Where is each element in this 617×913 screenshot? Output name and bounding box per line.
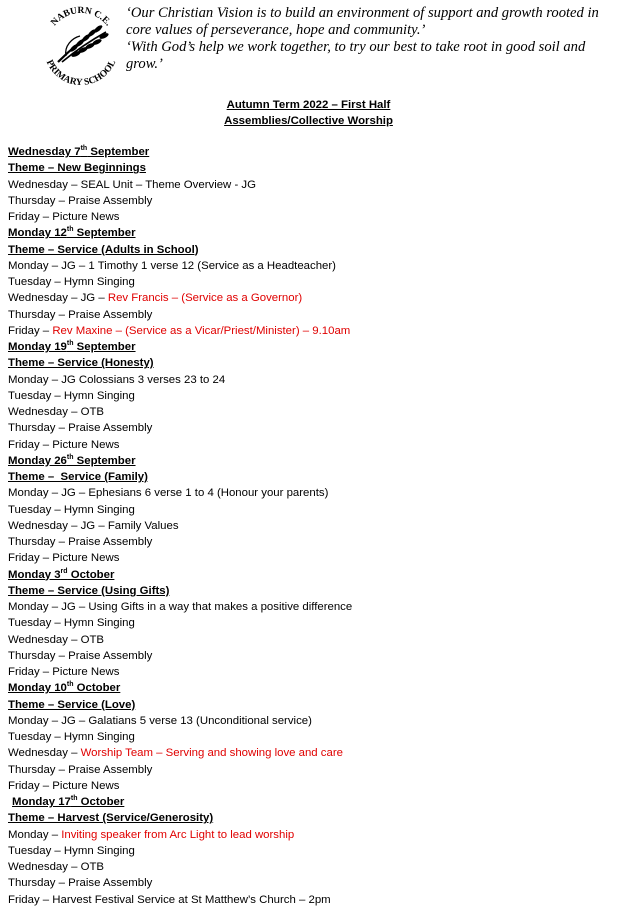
week-date-text: Monday 26 [8,454,67,467]
schedule-item [8,550,613,566]
week-date-month: September [73,341,136,353]
week-theme-heading: Theme – Service (Love) [8,698,136,711]
week-date-ordinal: th [66,453,74,461]
schedule-item [8,274,613,290]
schedule-item [8,745,613,761]
schedule-item-text: Tuesday – Hymn Singing [8,731,135,743]
week-date-heading [8,339,613,355]
logo-text-top: NABURN C.E. [49,5,113,29]
schedule-item [8,713,613,729]
week-date-heading [8,794,613,810]
schedule-item-text: Wednesday – OTB [8,861,105,873]
schedule-item [8,875,613,891]
schedule-item-text: Monday – JG – Ephesians 6 verse 1 to 4 (Honour your parents) [8,487,329,500]
schedule-item-text: Tuesday – Hymn Singing [8,844,135,857]
schedule-item-text: Friday – Picture News [8,779,120,792]
schedule-item [8,307,613,323]
schedule-item [8,615,613,631]
schedule-item [8,372,613,388]
week-date-text: Monday 19 [8,341,67,353]
schedule-item [8,518,613,534]
week-date-month: September [73,227,136,240]
week-date-ordinal: th [70,795,78,803]
schedule-item [8,664,613,680]
week-date-text: Wednesday 7 [8,146,81,158]
schedule-item-text: Friday – Picture News [8,552,120,565]
week-theme-heading: Theme – Service (Using Gifts) [8,584,170,597]
schedule-item-text: Monday – JG – Galatians 5 verse 13 (Unconditional service) [8,714,312,727]
schedule-item [8,632,613,648]
schedule-item-text: Wednesday – JG – Family Values [8,519,179,532]
schedule-item-text: Monday – JG Colossians 3 verses 23 to 24 [8,373,226,386]
document-title [0,97,617,129]
school-logo [36,2,126,86]
week-theme-heading: Theme – Service (Family) [8,471,148,483]
schedule-item [8,502,613,518]
schedule-item-text: Monday – JG – 1 Timothy 1 verse 12 (Service as a Headteacher) [8,259,336,272]
worship-schedule [8,144,613,908]
schedule-item [8,258,613,274]
schedule-item [8,729,613,745]
logo-text-bottom: PRIMARY SCHOOL [43,58,119,86]
schedule-item-highlight: Rev Maxine – (Service as a Vicar/Priest/Minister) – 9.10am [52,324,351,337]
week-date-text: Monday 10 [8,682,67,695]
schedule-item [8,648,613,664]
schedule-item-text: Thursday – Praise Assembly [8,194,153,207]
schedule-item [8,177,613,193]
vision-line-2: ‘With God’s help we work together, to try our best to take root in good soil and grow.’ [126,39,586,72]
vision-line-1: ‘Our Christian Vision is to build an environment of support and growth rooted in core values of perseverance, hope and community.’ [126,5,599,38]
schedule-item-text: Tuesday – Hymn Singing [8,389,135,402]
schedule-item-text: Friday – Picture News [8,211,120,223]
schedule-item [8,827,613,843]
worship-subtitle: Assemblies/Collective Worship [224,115,393,127]
schedule-item-text: Friday – Picture News [8,666,120,678]
schedule-item-text: Friday – Harvest Festival Service at St Matthew’s Church – 2pm [8,893,331,906]
schedule-item-text: Wednesday – SEAL Unit – Theme Overview - JG [8,178,256,191]
week-date-month: September [87,146,150,158]
schedule-item [8,437,613,453]
week-theme-heading: Theme – New Beginnings [8,162,146,175]
week-date-heading [8,225,613,241]
week-date-ordinal: rd [60,567,68,575]
week-date-text: Monday 17 [12,796,71,808]
schedule-item-text: Friday – Picture News [8,438,120,451]
week-theme-heading: Theme – Harvest (Service/Generosity) [8,812,214,825]
week-date-text: Monday 12 [8,227,67,240]
week-date-ordinal: th [66,681,74,689]
week-date-heading [8,453,613,469]
wheat-icon [58,24,109,62]
week-date-heading [8,567,613,583]
schedule-item [8,420,613,436]
schedule-item [8,599,613,615]
schedule-item [8,404,613,420]
schedule-item-text: Thursday – Praise Assembly [8,763,153,776]
term-title: Autumn Term 2022 – First Half [226,99,391,111]
week-date-ordinal: th [66,226,74,234]
week-date-text: Monday 3 [8,568,61,581]
week-date-heading [8,680,613,696]
svg-text:NABURN C.E. [49,6,113,28]
schedule-item-text: Wednesday – [8,747,81,760]
schedule-item-text: Thursday – Praise Assembly [8,536,153,548]
schedule-item [8,323,613,339]
week-theme-heading: Theme – Service (Adults in School) [8,243,199,256]
week-date-month: October [67,568,115,581]
schedule-item-highlight: Rev Francis – (Service as a Governor) [107,292,303,305]
week-theme-heading: Theme – Service (Honesty) [8,357,154,370]
schedule-item-text: Thursday – Praise Assembly [8,422,153,435]
schedule-item [8,534,613,550]
week-date-month: October [73,682,121,695]
schedule-item [8,290,613,306]
schedule-item [8,892,613,908]
week-date-ordinal: th [80,145,88,153]
schedule-item [8,843,613,859]
schedule-item-text: Monday – [8,828,62,841]
christian-vision-statement [126,5,616,73]
schedule-item [8,485,613,501]
schedule-item [8,388,613,404]
svg-text:PRIMARY SCHOOL [44,58,118,86]
schedule-item-text: Friday – [8,324,53,337]
schedule-item [8,859,613,875]
schedule-item-text: Tuesday – Hymn Singing [8,276,135,288]
week-date-month: October [77,796,125,808]
schedule-item-text: Wednesday – OTB [8,406,105,418]
schedule-item-text: Monday – JG – Using Gifts in a way that makes a positive difference [8,601,353,613]
schedule-item-text: Thursday – Praise Assembly [8,877,153,890]
week-date-ordinal: th [66,340,74,348]
schedule-item-text: Tuesday – Hymn Singing [8,503,135,516]
schedule-item-highlight: Worship Team – Serving and showing love and care [80,747,343,760]
schedule-item [8,762,613,778]
schedule-item-text: Thursday – Praise Assembly [8,308,153,321]
week-date-heading [8,144,613,160]
week-date-month: September [73,454,136,467]
schedule-item-highlight: Inviting speaker from Arc Light to lead worship [61,828,295,841]
schedule-item [8,778,613,794]
schedule-item [8,193,613,209]
schedule-item-text: Tuesday – Hymn Singing [8,617,135,630]
schedule-item-text: Thursday – Praise Assembly [8,649,153,662]
schedule-item-text: Wednesday – OTB [8,633,105,646]
schedule-item-text: Wednesday – JG – [8,292,108,305]
schedule-item [8,209,613,225]
